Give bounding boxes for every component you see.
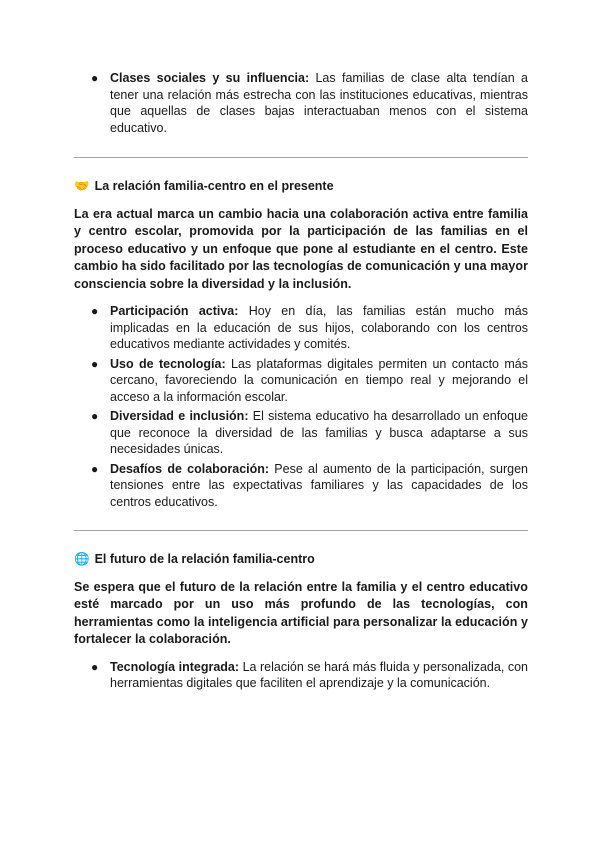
globe-icon: 🌐 [74, 552, 90, 567]
list-item-text: Pese al aumento de la participación, surgen tensiones entre las expectativas familiares y las capacidades de los centros educativos. [110, 461, 528, 509]
handshake-icon: 🤝 [74, 179, 90, 193]
list-item-term: Clases sociales y su influencia: [110, 71, 310, 85]
bullet-icon: ● [91, 409, 99, 424]
list-item [74, 659, 528, 692]
horizontal-divider [74, 530, 528, 531]
list-item-term: Desafíos de colaboración: [110, 461, 270, 476]
list-item-term: Tecnología integrada: [110, 659, 240, 674]
list-item-text: Las plataformas digitales permiten un contacto más cercano, favoreciendo la comunicación en tiempo real y mejorando el acceso a la información escolar. [110, 356, 528, 404]
section-heading-text: La relación familia-centro en el presente [94, 179, 334, 193]
bullet-icon: ● [91, 71, 99, 85]
list-item-term: Uso de tecnología: [110, 356, 226, 371]
list-item [74, 70, 528, 136]
previous-section-list [74, 70, 528, 136]
section-heading-future [74, 551, 528, 567]
list-item-term: Participación activa: [110, 304, 239, 319]
list-item-term: Diversidad e inclusión: [110, 409, 249, 424]
list-item-text: El sistema educativo ha desarrollado un enfoque que reconoce la diversidad de las familias y busca adaptarse a sus necesidades únicas. [110, 409, 528, 457]
bullet-icon: ● [91, 659, 99, 674]
list-item-text: La relación se hará más fluida y personalizada, con herramientas digitales que faciliten el aprendizaje y la comunicación. [110, 659, 528, 691]
future-section-list [74, 659, 528, 692]
document-content [74, 70, 528, 695]
bullet-icon: ● [91, 304, 99, 319]
bullet-icon: ● [91, 356, 99, 371]
present-section-list [74, 303, 528, 510]
section-intro-future: Se espera que el futuro de la relación entre la familia y el centro educativo esté marcado por un uso más profundo de las tecnologías, con herramientas como la inteligencia artificial para personalizar la educación y fortalecer la colaboración. [74, 580, 528, 647]
list-item-text: Las familias de clase alta tendían a tener una relación más estrecha con las instituciones educativas, mientras que aquellas de clases bajas interactuaban menos con el sistema educativo. [110, 71, 528, 135]
bullet-icon: ● [91, 461, 99, 476]
horizontal-divider [74, 157, 528, 158]
list-item [74, 408, 528, 458]
list-item [74, 356, 528, 406]
section-intro-present: La era actual marca un cambio hacia una colaboración activa entre familia y centro escolar, promovida por la participación de las familias en el proceso educativo y un enfoque que pone al estudiante en el centro. Este cambio ha sido facilitado por las tecnologías de comunicación y una mayor consciencia sobre la diversidad y la inclusión. [74, 207, 528, 291]
list-item [74, 461, 528, 511]
section-heading-text: El futuro de la relación familia-centro [94, 552, 315, 567]
list-item [74, 303, 528, 353]
section-heading-present [74, 178, 528, 194]
list-item-text: Hoy en día, las familias están mucho más implicadas en la educación de sus hijos, colaborando con los centros educativos mediante actividades y comités. [110, 304, 528, 352]
